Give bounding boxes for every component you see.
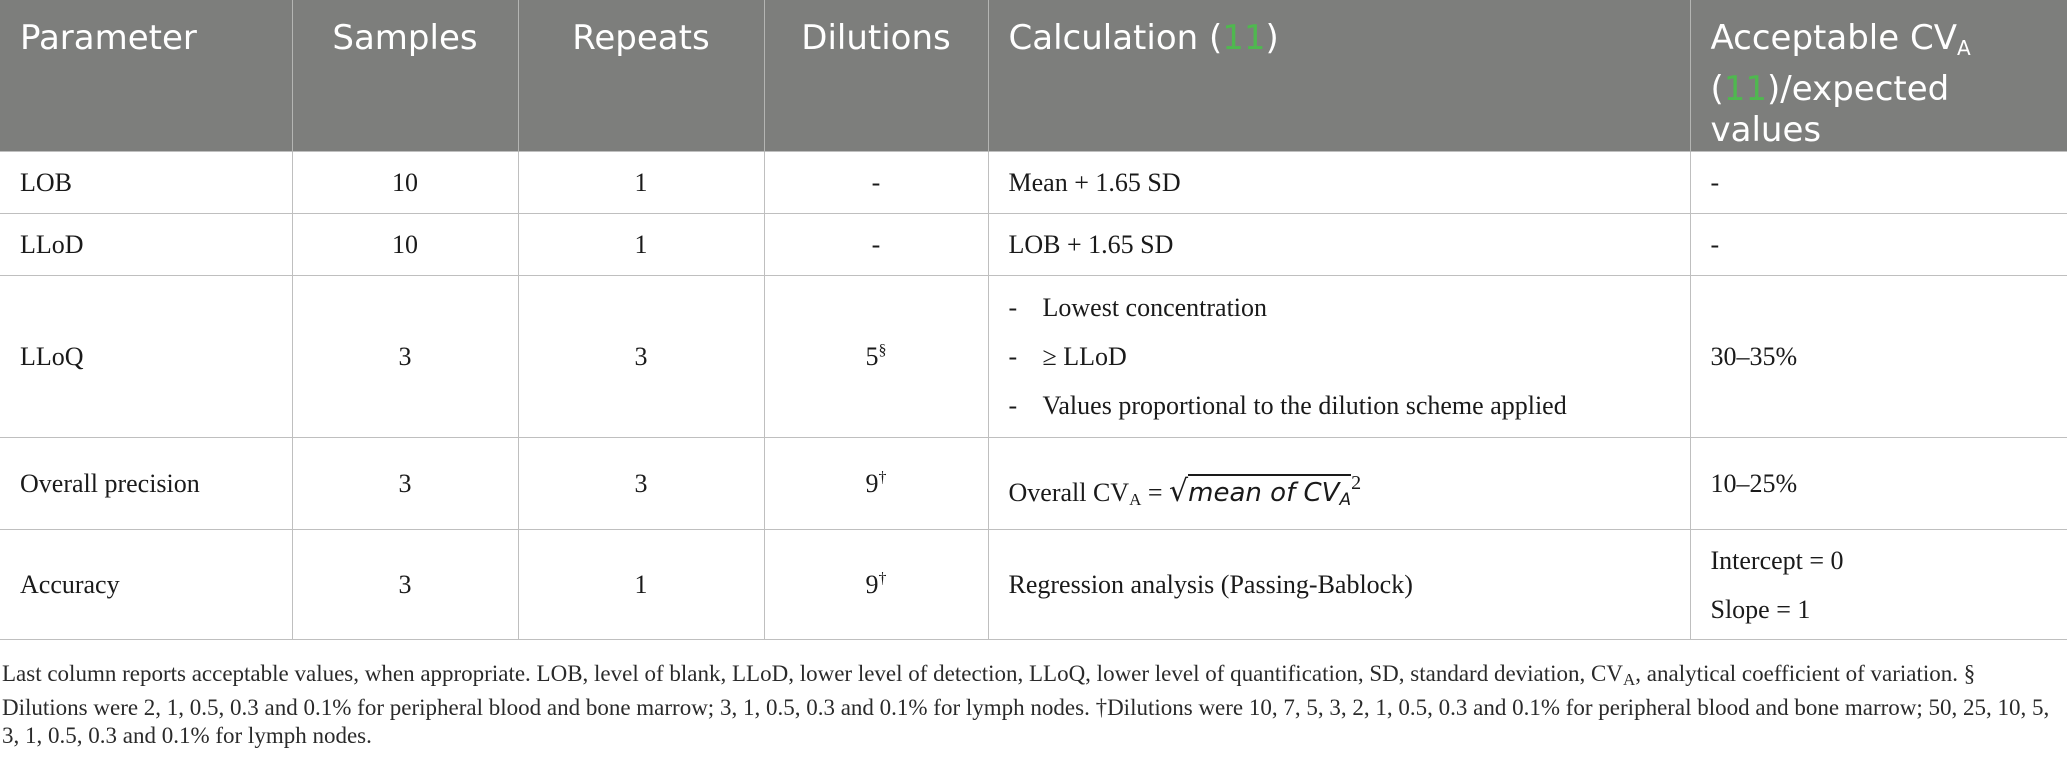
footnote-text-2: , analytical coefficient of variation. § Dilutions were 2, 1, 0.5, 0.3 and 0.1% for peripheral blood and bone marrow; 3, 1, 0.5, 0.3 and 0.1% for lymph nodes. †Dilutions were 10, 7, 5, 3, 2, 1, 0.5, 0.3 and 0.1% for peripheral blood and bone marrow; 50, 25, 10, 5, 3, 1, 0.5, 0.3 and 0.1% for lymph nodes. (2, 661, 2050, 748)
dilutions-footnote-mark: § (878, 341, 887, 359)
dilutions-value: 9 (865, 468, 879, 498)
acceptable-line: Slope = 1 (1710, 594, 1811, 624)
header-acceptable-paren: ( (1710, 69, 1724, 109)
header-acceptable-ref-link[interactable]: 11 (1723, 69, 1768, 109)
table-header-row (0, 0, 2067, 152)
cell-calculation (988, 276, 1690, 438)
cell-calculation: LOB + 1.65 SD (988, 214, 1690, 276)
footnote-sub: A (1623, 670, 1636, 689)
header-dilutions: Dilutions (764, 0, 988, 152)
header-calculation-ref-link[interactable]: 11 (1222, 18, 1266, 58)
table-footnote (0, 660, 2067, 750)
list-item (1009, 332, 1670, 381)
cell-acceptable: - (1690, 214, 2067, 276)
radicand-sub: A (1339, 489, 1352, 510)
radical-sign-icon: √ (1169, 473, 1189, 509)
cell-repeats: 3 (518, 276, 764, 438)
cell-parameter: LLoD (0, 214, 292, 276)
header-samples: Samples (292, 0, 518, 152)
formula-prefix: Overall CV (1008, 477, 1130, 507)
header-calculation-close: ) (1265, 18, 1279, 58)
dilutions-value: 9 (865, 569, 879, 599)
radicand (1188, 474, 1351, 508)
header-acceptable-sub: A (1956, 36, 1971, 60)
formula-equals: = (1141, 477, 1170, 507)
cell-acceptable: 10–25% (1690, 438, 2067, 530)
table-row-accuracy (0, 530, 2067, 640)
calculation-list (1009, 283, 1670, 430)
header-parameter: Parameter (0, 0, 292, 152)
cell-samples: 10 (292, 152, 518, 214)
table-row-lloq (0, 276, 2067, 438)
dilutions-footnote-mark: † (878, 468, 887, 486)
list-item (1009, 381, 1670, 430)
cell-parameter: LOB (0, 152, 292, 214)
cell-parameter: LLoQ (0, 276, 292, 438)
cell-calculation: Mean + 1.65 SD (988, 152, 1690, 214)
acceptable-line: Intercept = 0 (1710, 545, 1844, 575)
list-item-text: ≥ LLoD (1042, 342, 1127, 371)
header-calculation (988, 0, 1690, 152)
header-calculation-label: Calculation ( (1008, 18, 1223, 58)
cell-repeats: 1 (518, 530, 764, 640)
bullet-dash: - (1008, 391, 1018, 420)
cell-dilutions: - (764, 214, 988, 276)
cell-repeats: 1 (518, 214, 764, 276)
cell-acceptable: 30–35% (1690, 276, 2067, 438)
dilutions-value: 5 (865, 341, 879, 371)
table-row-overall-precision (0, 438, 2067, 530)
header-acceptable-prefix: Acceptable CV (1710, 18, 1957, 58)
cell-dilutions: - (764, 152, 988, 214)
bullet-dash: - (1008, 342, 1018, 371)
table-row-llod (0, 214, 2067, 276)
cell-samples: 3 (292, 438, 518, 530)
cell-repeats: 3 (518, 438, 764, 530)
cell-samples: 3 (292, 276, 518, 438)
cell-calculation (988, 438, 1690, 530)
cell-samples: 3 (292, 530, 518, 640)
cell-dilutions (764, 438, 988, 530)
cell-dilutions (764, 530, 988, 640)
dilutions-footnote-mark: † (878, 569, 887, 587)
cell-parameter: Overall precision (0, 438, 292, 530)
list-item (1009, 283, 1670, 332)
cell-acceptable: - (1690, 152, 2067, 214)
table-row-lob (0, 152, 2067, 214)
formula-exponent: 2 (1351, 471, 1362, 494)
cell-dilutions (764, 276, 988, 438)
header-repeats: Repeats (518, 0, 764, 152)
footnote-text-1: Last column reports acceptable values, when appropriate. LOB, level of blank, LLoD, lower level of detection, LLoQ, lower level of quantification, SD, standard deviation, CV (2, 661, 1623, 686)
list-item-text: Lowest concentration (1042, 293, 1268, 322)
cell-parameter: Accuracy (0, 530, 292, 640)
radicand-text: mean of CV (1188, 477, 1340, 508)
bullet-dash: - (1008, 293, 1018, 322)
cell-acceptable (1690, 530, 2067, 640)
cell-samples: 10 (292, 214, 518, 276)
header-acceptable (1690, 0, 2067, 152)
formula-prefix-sub: A (1129, 489, 1142, 509)
header-acceptable-suffix: )/expected values (1710, 69, 1950, 150)
cell-calculation: Regression analysis (Passing-Bablock) (988, 530, 1690, 640)
cell-repeats: 1 (518, 152, 764, 214)
list-item-text: Values proportional to the dilution scheme applied (1042, 391, 1567, 420)
square-root-formula (1169, 474, 1351, 510)
